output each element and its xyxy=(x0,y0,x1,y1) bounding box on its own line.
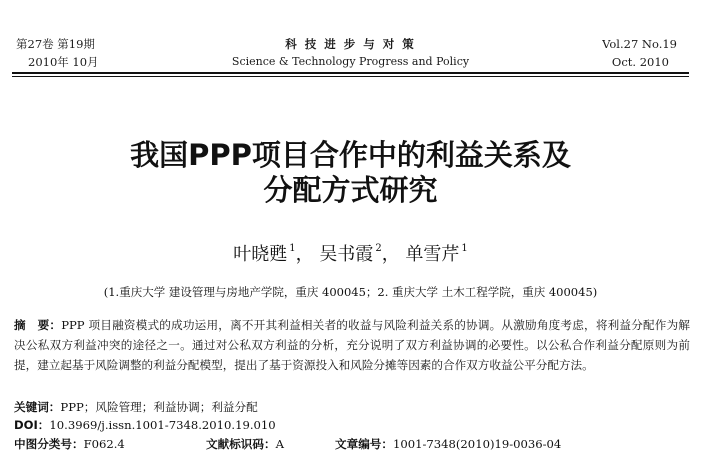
date-cn: 2010年 10月 xyxy=(28,55,99,69)
affiliation: (1.重庆大学 建设管理与房地产学院，重庆 400045；2. 重庆大学 土木工程学院，重庆 400045) xyxy=(103,285,598,299)
author-separator: ， xyxy=(381,244,400,265)
author-affiliation-mark: 2 xyxy=(375,243,382,254)
author-name: 叶晓甦 xyxy=(233,244,288,265)
abstract-text: PPP 项目融资模式的成功运用，离不开其利益相关者的收益与风险利益关系的协调。从激励角度考虑，将利益分配作为解决公私双方利益冲突的途径之一。通过对公私双方利益的分析，充分说明了双方利益协调的必要性。以公私合作利益分配原则为前提，建立起基于风险调整的利益分配模型，提出了基于资源投入和风险分摊等因素的合作双方收益公平分配方法。 xyxy=(14,318,690,372)
author-name: 吴书霞 xyxy=(319,244,374,265)
doi-value: 10.3969/j.issn.1001-7348.2010.19.010 xyxy=(49,418,276,432)
clc-value: F062.4 xyxy=(83,437,125,451)
paper-title-line2: 分配方式研究 xyxy=(263,173,438,207)
document-code xyxy=(206,435,284,453)
clc-label: 中图分类号： xyxy=(14,437,84,451)
doi xyxy=(14,416,276,434)
author-name: 单雪芹 xyxy=(405,244,460,265)
abstract-label: 摘 要： xyxy=(14,318,62,332)
clc-number xyxy=(14,435,125,453)
article-number xyxy=(335,435,561,453)
keywords xyxy=(14,398,258,416)
date-en: Oct. 2010 xyxy=(611,55,669,69)
keywords-text: PPP；风险管理；利益协调；利益分配 xyxy=(60,400,258,414)
header-rule-thin xyxy=(12,76,689,77)
abstract xyxy=(14,315,690,375)
article-number-label: 文章编号： xyxy=(335,437,393,451)
author-separator: ， xyxy=(295,244,314,265)
header-rule-thick xyxy=(12,72,689,74)
article-number-value: 1001-7348(2010)19-0036-04 xyxy=(392,437,562,451)
journal-name-en: Science & Technology Progress and Policy xyxy=(231,55,470,68)
journal-name-cn: 科 技 进 步 与 对 策 xyxy=(285,37,416,51)
doi-label: DOI： xyxy=(14,418,50,432)
volume-issue-en: Vol.27 No.19 xyxy=(602,37,677,51)
paper-title-line1: 我国PPP项目合作中的利益关系及 xyxy=(130,138,571,172)
document-code-label: 文献标识码： xyxy=(206,437,276,451)
author-affiliation-mark: 1 xyxy=(461,243,468,254)
document-code-value: A xyxy=(275,437,284,451)
volume-issue-cn: 第27卷 第19期 xyxy=(16,37,95,51)
keywords-label: 关键词： xyxy=(14,400,61,414)
author-affiliation-mark: 1 xyxy=(289,243,296,254)
author-list xyxy=(0,238,701,266)
